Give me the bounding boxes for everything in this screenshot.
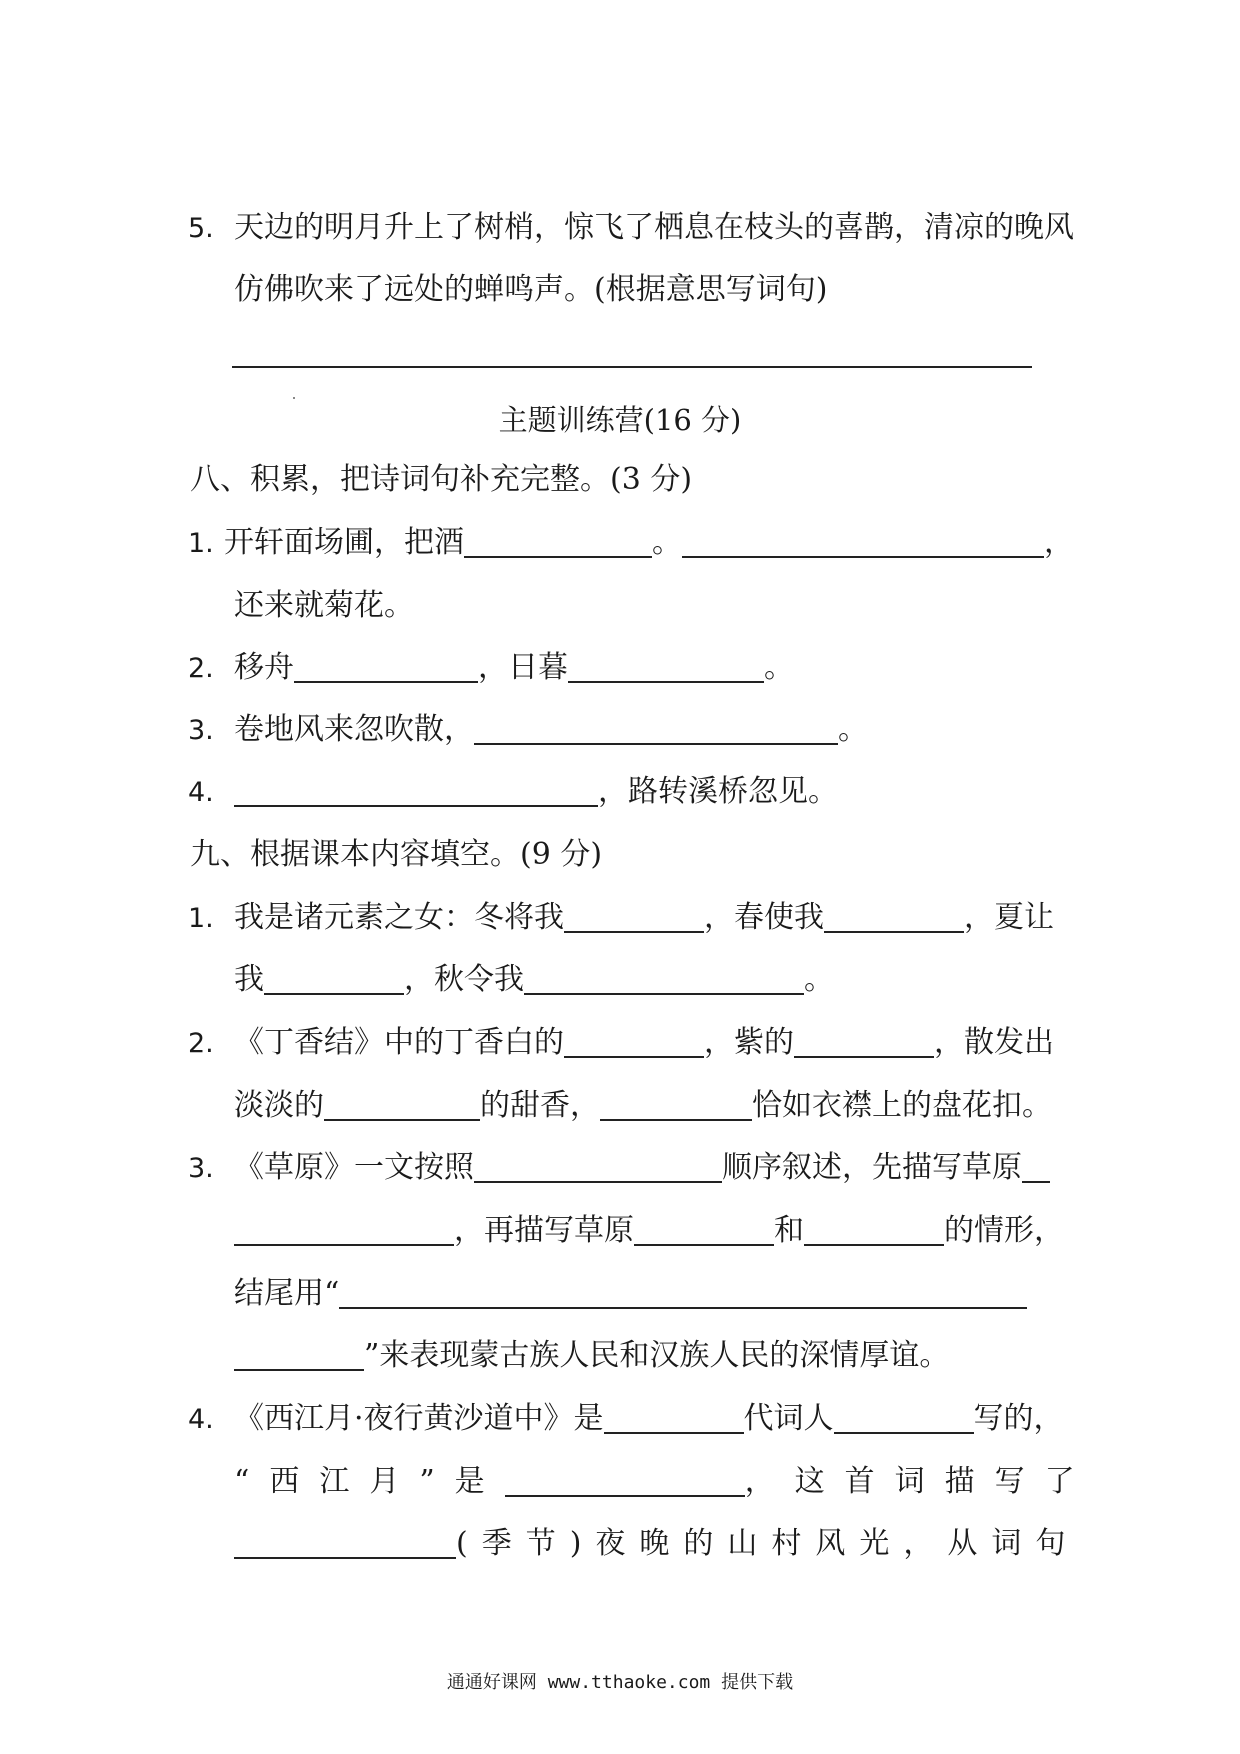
part8-item-3-text-a: 卷地风来忽吹散，	[234, 712, 474, 747]
part8-item-1	[188, 523, 1074, 564]
part9-q3-line-4	[234, 1336, 949, 1376]
part8-item-1-blank-2[interactable]	[682, 524, 1044, 558]
part8-item-2-blank-1[interactable]	[294, 649, 478, 683]
part9-q4-text-e: ，这首词描写了	[744, 1464, 1095, 1499]
part8-item-3-number: 3.	[188, 715, 214, 746]
part9-q1-text-d: 我	[234, 962, 264, 997]
section-title: 主题训练营(16 分)	[498, 403, 742, 437]
part8-item-4-number: 4.	[188, 777, 214, 808]
part8-item-2-text-b: ，日暮	[478, 650, 568, 685]
part8-item-2-text-a: 移舟	[234, 650, 294, 685]
part9-q3-blank-3[interactable]	[634, 1212, 774, 1246]
part9-q2-line-2	[234, 1086, 1052, 1126]
part9-q3-text-a: 《草原》一文按照	[234, 1150, 474, 1185]
part9-q4-text-c: 写的，	[973, 1401, 1064, 1436]
part9-q4-blank-2[interactable]	[834, 1400, 974, 1434]
part9-q4-blank-4[interactable]	[234, 1525, 456, 1559]
part9-q2-text-a: 《丁香结》中的丁香白的	[234, 1025, 564, 1060]
part8-item-1-text-a: 开轩面场圃，把酒	[224, 525, 464, 560]
part9-q3-blank-5[interactable]	[339, 1275, 1027, 1309]
part9-q3-text-f: 结尾用“	[234, 1276, 340, 1311]
part9-q1-line-1	[188, 898, 1054, 939]
part8-item-2	[188, 648, 794, 689]
part9-q3-text-e: 的情形，	[944, 1213, 1064, 1248]
part9-q2-text-d: 淡淡的	[234, 1088, 324, 1123]
part9-q1-number: 1.	[188, 903, 214, 934]
part9-q3-blank-4[interactable]	[804, 1212, 944, 1246]
part9-q1-text-a: 我是诸元素之女：冬将我	[234, 900, 564, 935]
part8-item-1-text-b: 。	[652, 525, 682, 560]
part9-q1-line-2	[234, 960, 834, 1000]
part9-q4-number: 4.	[188, 1404, 214, 1435]
part9-q2-blank-3[interactable]	[324, 1087, 480, 1121]
part9-q3-blank-5b[interactable]	[234, 1337, 364, 1371]
part9-q4-blank-3[interactable]	[505, 1463, 745, 1497]
part9-q3-line-1	[188, 1148, 1050, 1189]
q5-text-1: 天边的明月升上了树梢，惊飞了栖息在枝头的喜鹊，清凉的晚风	[234, 210, 1074, 245]
footer-watermark: 通通好课网 www.tthaoke.com 提供下载	[446, 1672, 794, 1693]
part8-item-2-text-c: 。	[764, 650, 794, 685]
q5-number: 5.	[188, 213, 214, 244]
part9-q3-text-d: 和	[774, 1213, 804, 1248]
part9-q4-line-1	[188, 1399, 1064, 1440]
part9-q1-text-e: ，秋令我	[404, 962, 524, 997]
part8-item-2-blank-2[interactable]	[568, 649, 764, 683]
part9-q3-text-g: ”来表现蒙古族人民和汉族人民的深情厚谊。	[364, 1338, 950, 1373]
part8-heading: 八、积累，把诗词句补充完整。(3 分)	[190, 462, 693, 497]
q5-answer-line[interactable]	[232, 366, 1032, 368]
part9-q2-blank-1[interactable]	[564, 1024, 704, 1058]
part9-q2-text-b: ，紫的	[704, 1025, 794, 1060]
part9-q2-blank-2[interactable]	[794, 1024, 934, 1058]
part9-q2-number: 2.	[188, 1028, 214, 1059]
part9-q2-line-1	[188, 1023, 1054, 1064]
part8-item-4	[188, 772, 838, 813]
part9-q4-line-3	[234, 1524, 1079, 1564]
part9-q3-blank-1[interactable]	[474, 1149, 722, 1183]
part9-q4-text-a: 《西江月·夜行黄沙道中》是	[234, 1401, 604, 1436]
q5-line-2	[234, 270, 827, 310]
part9-q1-blank-2[interactable]	[824, 899, 964, 933]
part9-q4-line-2	[234, 1462, 1095, 1502]
part9-q3-text-c: ，再描写草原	[454, 1213, 634, 1248]
part9-q4-text-d: “西江月”是	[234, 1464, 505, 1499]
part9-q2-blank-4[interactable]	[600, 1087, 752, 1121]
part9-q1-text-b: ，春使我	[704, 900, 824, 935]
part9-q4-blank-1[interactable]	[604, 1400, 744, 1434]
part9-heading: 九、根据课本内容填空。(9 分)	[190, 837, 603, 872]
part9-q3-line-3	[234, 1274, 1027, 1314]
part8-item-4-text-a: ，路转溪桥忽见。	[598, 774, 838, 809]
part9-q3-line-2	[234, 1211, 1064, 1251]
part8-item-1-text-c: ，	[1044, 525, 1074, 560]
part9-q1-blank-4[interactable]	[524, 961, 804, 995]
part9-q3-blank-2[interactable]	[1022, 1149, 1050, 1183]
part9-q2-text-e: 的甜香，	[480, 1088, 600, 1123]
part9-q3-text-b: 顺序叙述，先描写草原	[722, 1150, 1022, 1185]
part8-item-3	[188, 710, 868, 751]
part8-item-3-blank-1[interactable]	[474, 711, 838, 745]
part8-item-4-blank-1[interactable]	[234, 773, 598, 807]
q5-line-1	[188, 208, 1074, 249]
part9-q1-text-c: ，夏让	[964, 900, 1054, 935]
part9-q2-text-c: ，散发出	[934, 1025, 1054, 1060]
part8-item-3-text-b: 。	[838, 712, 868, 747]
part8-item-2-number: 2.	[188, 653, 214, 684]
part8-item-1-cont: 还来就菊花。	[234, 588, 414, 623]
part9-q1-blank-1[interactable]	[564, 899, 704, 933]
part9-q1-text-f: 。	[804, 962, 834, 997]
part9-q2-text-f: 恰如衣襟上的盘花扣。	[752, 1088, 1052, 1123]
part9-q4-text-b: 代词人	[743, 1401, 834, 1436]
q5-text-2: 仿佛吹来了远处的蝉鸣声。(根据意思写词句)	[234, 272, 828, 307]
part9-q4-text-f: (季节)夜晚的山村风光，从词句	[456, 1526, 1080, 1561]
part9-q1-blank-3[interactable]	[264, 961, 404, 995]
part8-item-1-blank-1[interactable]	[464, 524, 652, 558]
part9-q3-blank-2b[interactable]	[234, 1212, 454, 1246]
part8-item-1-number: 1.	[188, 528, 214, 559]
part9-q3-number: 3.	[188, 1153, 214, 1184]
